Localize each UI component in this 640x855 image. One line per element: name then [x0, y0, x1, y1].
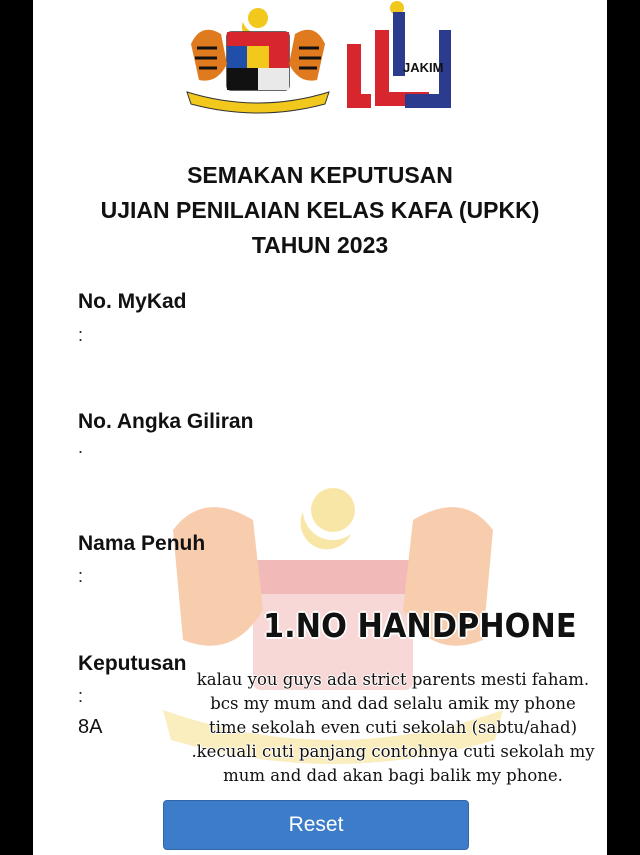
- overlay-caption: [183, 668, 603, 788]
- overlay-line: mum and dad akan bagi balik my phone.: [223, 766, 563, 785]
- mykad-label: No. MyKad: [78, 290, 187, 313]
- page-title: [33, 158, 607, 263]
- angka-giliran-colon: .: [78, 437, 84, 457]
- jakim-logo: [345, 0, 457, 118]
- mykad-colon: :: [78, 325, 84, 345]
- keputusan-value: 8A: [78, 716, 103, 738]
- nama-penuh-label: Nama Penuh: [78, 532, 206, 555]
- title-line-3: TAHUN 2023: [251, 232, 389, 258]
- result-card: [33, 0, 607, 855]
- overlay-heading: 1.NO HANDPHONE: [263, 606, 577, 645]
- overlay-line: time sekolah even cuti sekolah (sabtu/ahad): [208, 718, 578, 737]
- overlay-line: kalau you guys ada strict parents mesti faham.: [196, 670, 590, 689]
- overlay-line: .kecuali cuti panjang contohnya cuti sekolah my: [191, 742, 595, 761]
- jakim-logo-text: JAKIM: [403, 60, 444, 75]
- nama-penuh-colon: :: [78, 566, 84, 586]
- title-line-1: SEMAKAN KEPUTUSAN: [187, 162, 453, 188]
- keputusan-label: Keputusan: [78, 652, 187, 675]
- angka-giliran-label: No. Angka Giliran: [78, 410, 254, 433]
- title-line-2: UJIAN PENILAIAN KELAS KAFA (UPKK): [100, 197, 540, 223]
- coat-of-arms-logo: [183, 4, 333, 116]
- keputusan-colon: :: [78, 686, 84, 706]
- overlay-line: bcs my mum and dad selalu amik my phone: [210, 694, 576, 713]
- reset-button[interactable]: Reset: [163, 800, 469, 850]
